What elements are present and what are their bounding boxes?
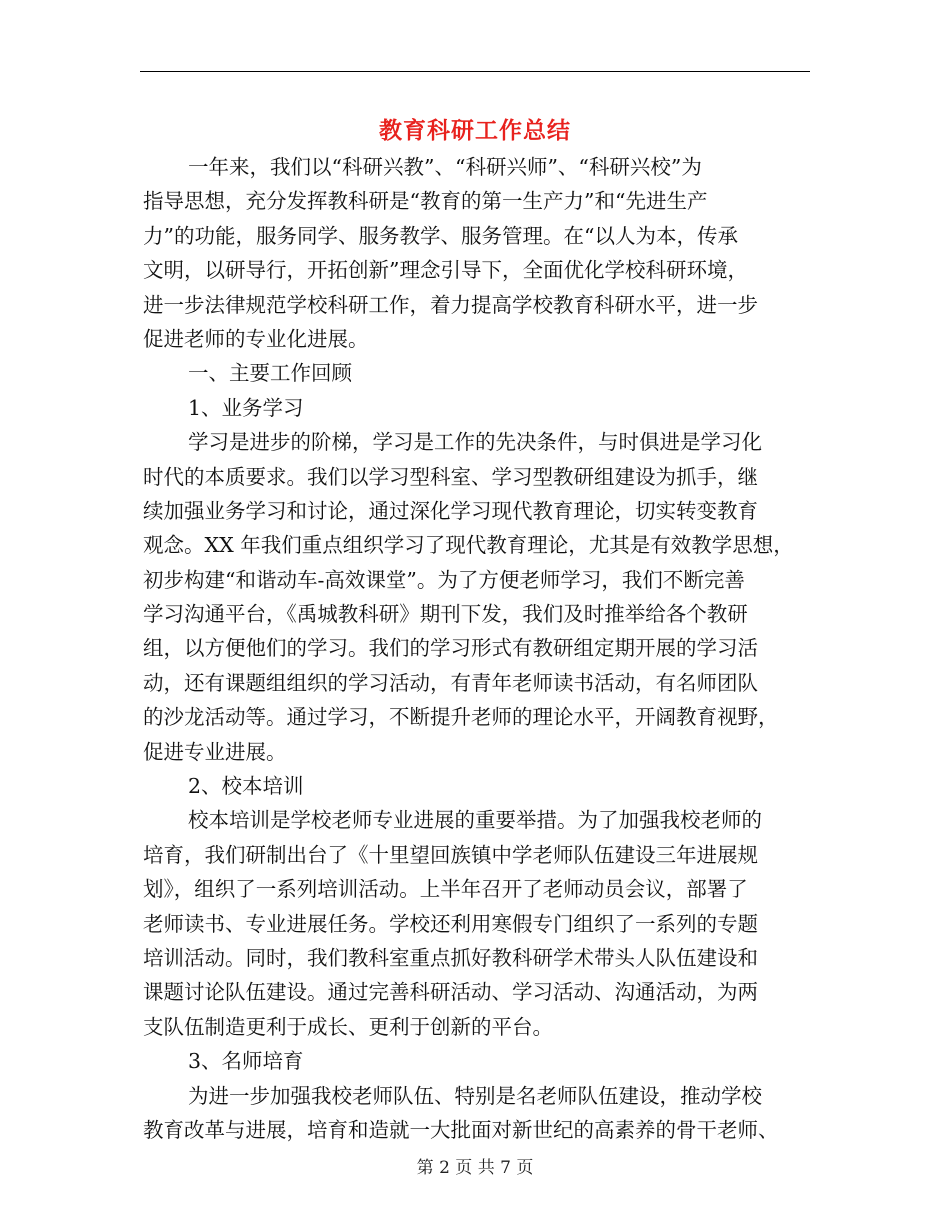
paragraph-line: 观念。XX 年我们重点组织学习了现代教育理论，尤其是有效教学思想， <box>143 533 794 558</box>
paragraph-line: 的沙龙活动等。通过学习，不断提升老师的理论水平，开阔教育视野， <box>143 705 779 730</box>
paragraph-line: 促进专业进展。 <box>143 739 287 764</box>
paragraph-line: 课题讨论队伍建设。通过完善科研活动、学习活动、沟通活动，为两 <box>143 980 758 1005</box>
subsection-heading: 3、名师培育 <box>188 1049 304 1074</box>
section-heading: 一、主要工作回顾 <box>188 361 352 386</box>
paragraph-line: 组，以方便他们的学习。我们的学习形式有教研组定期开展的学习活 <box>143 636 758 661</box>
paragraph-line: 进一步法律规范学校科研工作，着力提高学校教育科研水平，进一步 <box>143 292 758 317</box>
paragraph-line: 一年来，我们以“科研兴教”、“科研兴师”、“科研兴校”为 <box>188 155 702 179</box>
paragraph-line: 动，还有课题组组织的学习活动，有青年老师读书活动，有名师团队 <box>143 670 758 695</box>
paragraph-line: 时代的本质要求。我们以学习型科室、学习型教研组建设为抓手，继 <box>143 464 758 489</box>
page-number: 第 2 页 共 7 页 <box>416 1158 534 1178</box>
paragraph-line: 力”的功能，服务同学、服务教学、服务管理。在“以人为本，传承 <box>143 223 738 248</box>
paragraph-line: 校本培训是学校老师专业进展的重要举措。为了加强我校老师的 <box>188 808 762 833</box>
document-title: 教育科研工作总结 <box>379 117 571 144</box>
document-body <box>143 150 813 1147</box>
paragraph-line: 培训活动。同时，我们教科室重点抓好教科研学术带头人队伍建设和 <box>143 945 758 970</box>
paragraph-line: 学习沟通平台，《禹城教科研》期刊下发，我们及时推举给各个教研 <box>143 602 748 627</box>
paragraph-line: 学习是进步的阶梯，学习是工作的先决条件，与时俱进是学习化 <box>188 430 762 455</box>
paragraph-line: 培育，我们研制出台了《十里望回族镇中学老师队伍建设三年进展规 <box>143 842 758 867</box>
subsection-heading: 1、业务学习 <box>188 395 304 420</box>
paragraph-line: 续加强业务学习和讨论，通过深化学习现代教育理论，切实转变教育 <box>143 498 758 523</box>
subsection-heading: 2、校本培训 <box>188 774 304 799</box>
paragraph-line: 支队伍制造更利于成长、更利于创新的平台。 <box>143 1014 553 1039</box>
paragraph-line: 初步构建“和谐动车-高效课堂”。为了方便老师学习，我们不断完善 <box>143 567 745 592</box>
paragraph-line: 划》，组织了一系列培训活动。上半年召开了老师动员会议，部署了 <box>143 877 748 902</box>
paragraph-line: 教育改革与进展，培育和造就一大批面对新世纪的高素养的骨干老师、 <box>143 1117 779 1142</box>
paragraph-line: 为进一步加强我校老师队伍、特别是名老师队伍建设，推动学校 <box>188 1083 762 1108</box>
paragraph-line: 指导思想，充分发挥教科研是“教育的第一生产力”和“先进生产 <box>143 189 708 214</box>
paragraph-line: 老师读书、专业进展任务。学校还利用寒假专门组织了一系列的专题 <box>143 911 758 936</box>
header-rule <box>140 71 810 72</box>
paragraph-line: 促进老师的专业化进展。 <box>143 326 369 351</box>
paragraph-line: 文明，以研导行，开拓创新”理念引导下，全面优化学校科研环境， <box>143 258 748 283</box>
